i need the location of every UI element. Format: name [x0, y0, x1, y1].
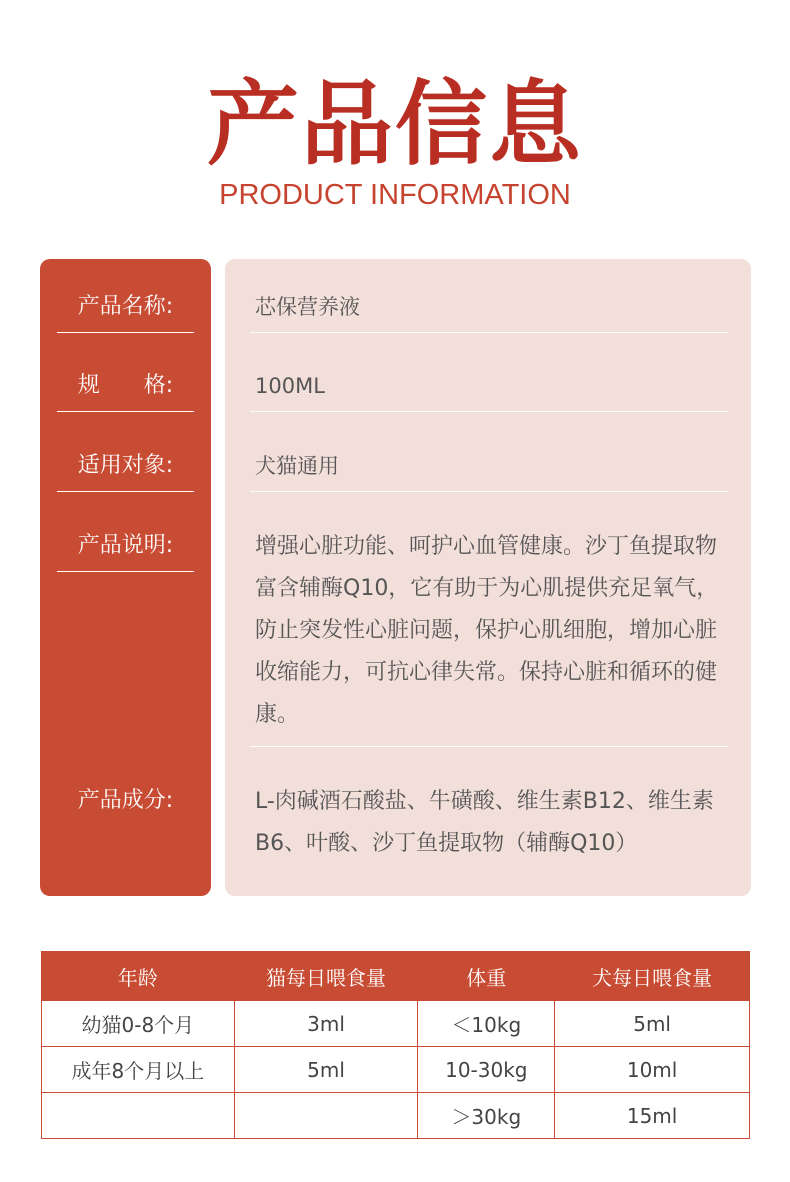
table-header-row	[42, 952, 750, 1001]
spec-value: 100ML	[250, 371, 728, 412]
feeding-table	[41, 951, 750, 1139]
table-cell: ＞30kg	[418, 1093, 555, 1139]
table-cell: 10ml	[555, 1047, 750, 1093]
table-cell: 10-30kg	[418, 1047, 555, 1093]
table-row	[42, 1047, 750, 1093]
ingredients-label: 产品成分:	[77, 788, 174, 813]
table-row	[42, 1001, 750, 1047]
description-divider	[250, 746, 728, 747]
description-value: 增强心脏功能、呵护心血管健康。沙丁鱼提取物富含辅酶Q10，它有助于为心肌提供充足氧气，防止突发性心脏问题，保护心肌细胞，增加心脏收缩能力，可抗心律失常。保持心脏和循环的健康。	[255, 534, 719, 727]
product-name-value: 芯保营养液	[250, 292, 728, 333]
table-cell: ＜10kg	[418, 1001, 555, 1047]
table-cell: 3ml	[234, 1001, 418, 1047]
table-cell: 5ml	[234, 1047, 418, 1093]
table-cell: 5ml	[555, 1001, 750, 1047]
product-name-label: 产品名称:	[57, 292, 194, 333]
header-cat-daily: 猫每日喂食量	[234, 952, 418, 1001]
target-label: 适用对象:	[57, 451, 194, 492]
table-row	[42, 1093, 750, 1139]
table-cell: 15ml	[555, 1093, 750, 1139]
ingredients-value: L-肉碱酒石酸盐、牛磺酸、维生素B12、维生素B6、叶酸、沙丁鱼提取物（辅酶Q10）	[255, 789, 714, 856]
page-subtitle: PRODUCT INFORMATION	[219, 179, 571, 211]
description-label: 产品说明:	[57, 531, 194, 572]
table-cell	[42, 1093, 235, 1139]
spec-label: 规 格:	[57, 371, 194, 412]
table-cell	[234, 1093, 418, 1139]
header-dog-daily: 犬每日喂食量	[555, 952, 750, 1001]
header-age: 年龄	[42, 952, 235, 1001]
page-title: 产品信息	[206, 71, 583, 178]
target-value: 犬猫通用	[250, 451, 728, 492]
header-weight: 体重	[418, 952, 555, 1001]
table-cell: 幼猫0-8个月	[42, 1001, 235, 1047]
table-cell: 成年8个月以上	[42, 1047, 235, 1093]
